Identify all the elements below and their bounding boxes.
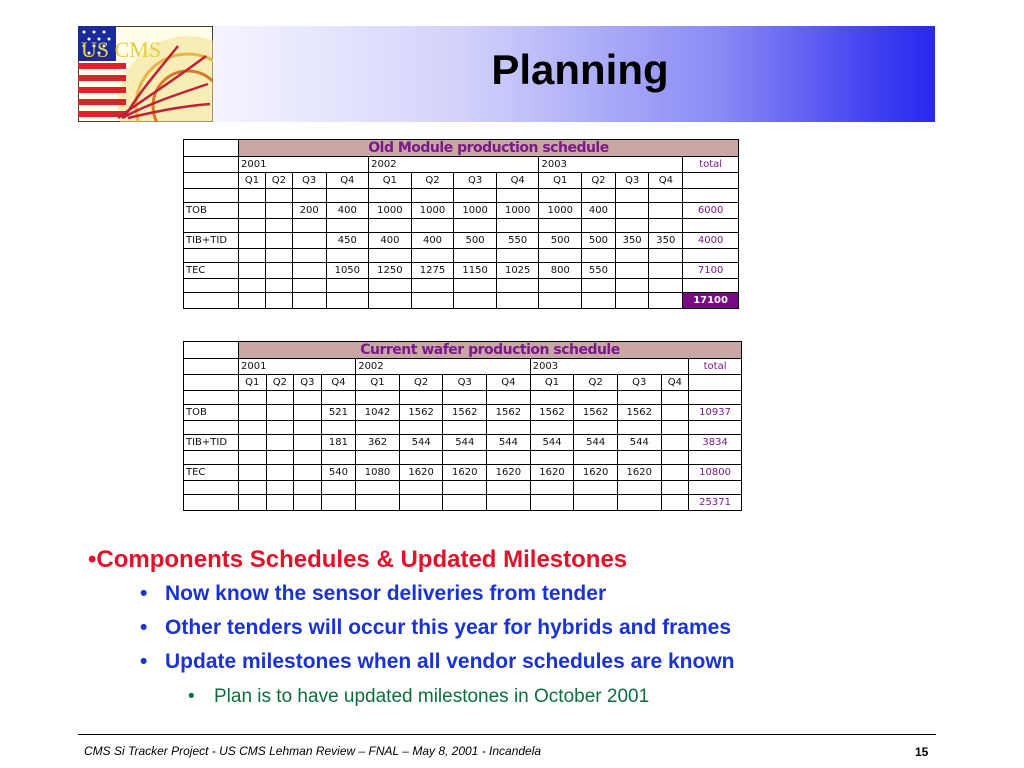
table-cell: 1562 — [487, 405, 531, 421]
table-cell: 800 — [539, 263, 582, 279]
quarter-label: Q4 — [321, 375, 356, 391]
table-cell — [661, 435, 689, 451]
table-cell: 1000 — [454, 203, 497, 219]
current-wafer-schedule-table — [183, 341, 742, 511]
table-cell: 1000 — [411, 203, 454, 219]
table-cell — [661, 405, 689, 421]
page-title: Planning — [491, 46, 669, 93]
table-cell — [266, 405, 294, 421]
table-cell: 400 — [411, 233, 454, 249]
table-cell — [239, 263, 266, 279]
table-cell: 1025 — [496, 263, 539, 279]
table-row — [184, 435, 742, 451]
table-cell — [292, 233, 326, 249]
table-cell — [184, 140, 239, 157]
table-cell: 1620 — [530, 465, 574, 481]
row-total: 4000 — [683, 233, 739, 249]
sub-bullet-text: Other tenders will occur this year for hybrids and frames — [165, 616, 731, 639]
table-cell: 1000 — [496, 203, 539, 219]
table-cell — [683, 173, 739, 189]
svg-text:US CMS: US CMS — [81, 37, 162, 62]
spacer-row — [184, 249, 739, 263]
us-cms-logo — [78, 26, 213, 122]
row-label: TIB+TID — [184, 233, 239, 249]
quarter-label: Q1 — [539, 173, 582, 189]
table-cell: 200 — [292, 203, 326, 219]
row-total: 10800 — [689, 465, 742, 481]
row-total: 7100 — [683, 263, 739, 279]
grand-total: 25371 — [689, 495, 742, 511]
row-label: TOB — [184, 405, 239, 421]
bullet-dot-icon: • — [140, 616, 148, 639]
table-row — [184, 203, 739, 219]
quarter-label: Q2 — [265, 173, 292, 189]
grand-total-row — [184, 293, 739, 309]
table-cell — [266, 465, 294, 481]
table-title: Old Module production schedule — [239, 140, 739, 157]
table-cell — [239, 233, 266, 249]
table-cell — [649, 203, 683, 219]
table-cell — [615, 203, 649, 219]
table-cell — [184, 173, 239, 189]
table-cell — [661, 465, 689, 481]
row-total: 3834 — [689, 435, 742, 451]
quarter-label: Q3 — [617, 375, 661, 391]
sub-bullet-text: Now know the sensor deliveries from tender — [165, 582, 607, 605]
quarter-label: Q1 — [530, 375, 574, 391]
quarter-label: Q2 — [399, 375, 443, 391]
row-total: 6000 — [683, 203, 739, 219]
table-cell: 544 — [487, 435, 531, 451]
table-cell: 550 — [496, 233, 539, 249]
table-row — [184, 233, 739, 249]
table-cell: 1080 — [356, 465, 400, 481]
quarter-label: Q1 — [369, 173, 412, 189]
table-cell: 400 — [582, 203, 616, 219]
quarter-label: Q2 — [266, 375, 294, 391]
quarter-label: Q4 — [649, 173, 683, 189]
year-row — [184, 157, 739, 173]
table-cell — [239, 465, 267, 481]
table-cell: 1562 — [617, 405, 661, 421]
quarter-label: Q4 — [326, 173, 369, 189]
table-cell: 500 — [582, 233, 616, 249]
table-header-row — [184, 342, 742, 359]
page-number: 15 — [915, 745, 929, 759]
spacer-row — [184, 219, 739, 233]
year-label: 2002 — [369, 157, 539, 173]
year-label: 2001 — [239, 359, 356, 375]
table-cell: 544 — [574, 435, 618, 451]
table-cell — [265, 233, 292, 249]
table-cell: 1562 — [530, 405, 574, 421]
table-cell: 544 — [617, 435, 661, 451]
table-cell: 1000 — [539, 203, 582, 219]
total-label: total — [683, 157, 739, 173]
row-label: TOB — [184, 203, 239, 219]
table-cell: 1620 — [399, 465, 443, 481]
quarter-label: Q2 — [411, 173, 454, 189]
footer-text: CMS Si Tracker Project - US CMS Lehman Review – FNAL – May 8, 2001 - Incandela — [84, 744, 542, 758]
table-cell: 181 — [321, 435, 356, 451]
grand-total-row — [184, 495, 742, 511]
table-cell — [615, 263, 649, 279]
table-cell: 540 — [321, 465, 356, 481]
quarter-label: Q3 — [294, 375, 322, 391]
year-label: 2001 — [239, 157, 369, 173]
table-cell — [239, 405, 267, 421]
spacer-row — [184, 391, 742, 405]
table-cell: 362 — [356, 435, 400, 451]
bullet-dot-icon: • — [188, 686, 195, 707]
table-row — [184, 465, 742, 481]
quarter-row — [184, 173, 739, 189]
quarter-row — [184, 375, 742, 391]
table-cell: 1562 — [399, 405, 443, 421]
row-label: TIB+TID — [184, 435, 239, 451]
table-cell — [239, 203, 266, 219]
row-total: 10937 — [689, 405, 742, 421]
table-cell: 500 — [454, 233, 497, 249]
table-cell — [239, 435, 267, 451]
quarter-label: Q2 — [582, 173, 616, 189]
main-bullet: •Components Schedules & Updated Milestones — [88, 546, 628, 573]
table-cell — [184, 157, 239, 173]
table-cell: 1050 — [326, 263, 369, 279]
table-cell: 1620 — [487, 465, 531, 481]
table-cell: 450 — [326, 233, 369, 249]
table-cell: 550 — [582, 263, 616, 279]
table-cell — [266, 435, 294, 451]
footer-divider — [78, 734, 936, 735]
table-cell: 1042 — [356, 405, 400, 421]
table-cell — [649, 263, 683, 279]
spacer-row — [184, 451, 742, 465]
table-cell — [184, 359, 239, 375]
table-cell — [184, 375, 239, 391]
table-cell: 1562 — [574, 405, 618, 421]
quarter-label: Q3 — [454, 173, 497, 189]
total-label: total — [689, 359, 742, 375]
table-row — [184, 405, 742, 421]
table-cell: 521 — [321, 405, 356, 421]
table-cell: 1275 — [411, 263, 454, 279]
table-cell: 400 — [326, 203, 369, 219]
table-cell — [184, 342, 239, 359]
table-cell: 1620 — [443, 465, 487, 481]
table-cell: 544 — [399, 435, 443, 451]
quarter-label: Q1 — [356, 375, 400, 391]
year-label: 2003 — [539, 157, 683, 173]
table-cell: 1000 — [369, 203, 412, 219]
table-cell: 350 — [649, 233, 683, 249]
sub-bullet-text: Update milestones when all vendor schedules are known — [165, 650, 735, 673]
quarter-label: Q3 — [615, 173, 649, 189]
table-cell: 1620 — [617, 465, 661, 481]
table-cell: 400 — [369, 233, 412, 249]
table-cell: 1250 — [369, 263, 412, 279]
row-label: TEC — [184, 263, 239, 279]
quarter-label: Q4 — [661, 375, 689, 391]
quarter-label: Q3 — [292, 173, 326, 189]
bullet-dot-icon: • — [140, 650, 148, 673]
table-cell: 1620 — [574, 465, 618, 481]
year-label: 2003 — [530, 359, 688, 375]
year-row — [184, 359, 742, 375]
quarter-label: Q3 — [443, 375, 487, 391]
year-label: 2002 — [356, 359, 531, 375]
table-cell: 1562 — [443, 405, 487, 421]
table-cell — [265, 203, 292, 219]
quarter-label: Q2 — [574, 375, 618, 391]
table-cell — [265, 263, 292, 279]
table-cell — [292, 263, 326, 279]
spacer-row — [184, 279, 739, 293]
spacer-row — [184, 481, 742, 495]
spacer-row — [184, 189, 739, 203]
grand-total: 17100 — [683, 293, 739, 309]
table-cell: 544 — [443, 435, 487, 451]
table-header-row — [184, 140, 739, 157]
table-cell: 350 — [615, 233, 649, 249]
table-cell: 500 — [539, 233, 582, 249]
table-title: Current wafer production schedule — [239, 342, 742, 359]
quarter-label: Q4 — [496, 173, 539, 189]
table-row — [184, 263, 739, 279]
table-cell: 1150 — [454, 263, 497, 279]
row-label: TEC — [184, 465, 239, 481]
bullet-dot-icon: • — [140, 582, 148, 605]
sub-sub-bullet-text: Plan is to have updated milestones in October 2001 — [214, 686, 650, 707]
table-cell — [294, 405, 322, 421]
table-cell — [294, 435, 322, 451]
old-module-schedule-table — [183, 139, 739, 309]
quarter-label: Q1 — [239, 173, 266, 189]
quarter-label: Q1 — [239, 375, 267, 391]
table-cell — [294, 465, 322, 481]
quarter-label: Q4 — [487, 375, 531, 391]
table-cell: 544 — [530, 435, 574, 451]
spacer-row — [184, 421, 742, 435]
table-cell — [689, 375, 742, 391]
